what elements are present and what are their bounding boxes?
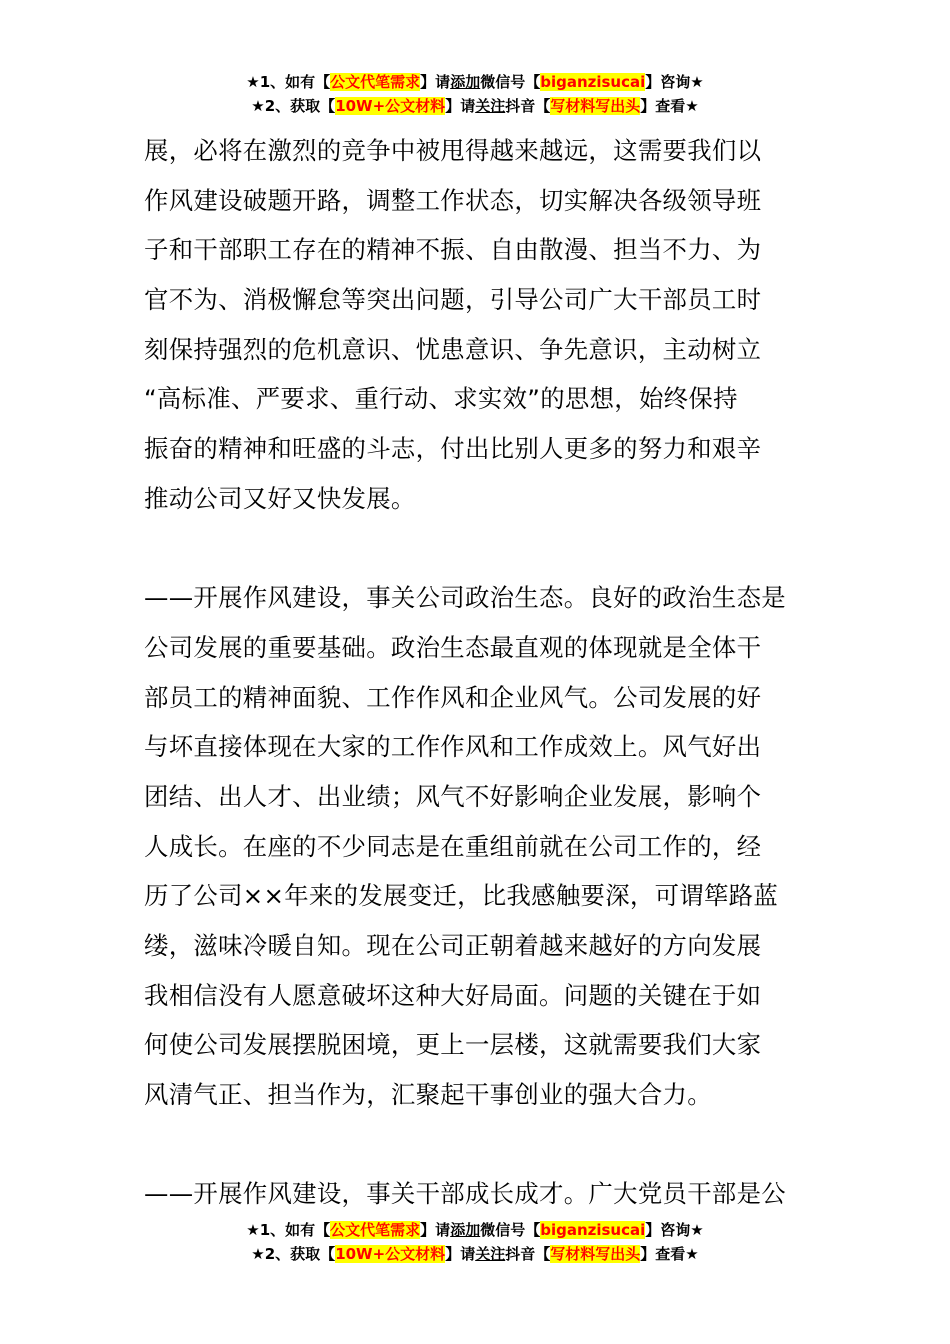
banner-highlight: 写材料写出头	[550, 1245, 641, 1263]
banner-text: 】查看★	[640, 1245, 699, 1263]
text-line: “高标准、严要求、重行动、求实效”的思想，始终保持	[144, 384, 738, 414]
text-line: 缕，滋味冷暖自知。现在公司正朝着越来越好的方向发展	[144, 931, 762, 960]
banner-text: 微信号【	[480, 73, 541, 91]
banner-highlight: biganzisucai	[540, 73, 646, 91]
banner-highlight: 公文代笔需求	[330, 73, 421, 91]
banner-highlight: 10W+公文材料	[335, 97, 446, 115]
banner-text: 】咨询★	[645, 73, 704, 91]
footer-banner-line-1	[0, 1218, 950, 1242]
banner-text: 微信号【	[480, 1221, 541, 1239]
text-line: 公司发展的重要基础。政治生态最直观的体现就是全体干	[144, 632, 762, 662]
banner-text: 】请	[420, 73, 451, 91]
banner-text: ★1、如有【	[246, 73, 331, 91]
banner-text: 】请	[445, 1245, 476, 1263]
paragraph-gap	[144, 524, 810, 574]
banner-text: 抖音【	[505, 97, 551, 115]
banner-text: 】请	[445, 97, 476, 115]
banner-underline: 关注	[475, 97, 506, 115]
text-line: ——开展作风建设，事关公司政治生态。良好的政治生态是	[144, 583, 786, 613]
banner-highlight: 10W+公文材料	[335, 1245, 446, 1263]
text-line: 展，必将在激烈的竞争中被甩得越来越远，这需要我们以	[144, 136, 762, 165]
header-banner-line-1	[0, 70, 950, 94]
text-line: 子和干部职工存在的精神不振、自由散漫、担当不力、为	[144, 235, 762, 265]
banner-highlight: 写材料写出头	[550, 97, 641, 115]
document-body	[144, 126, 810, 1219]
text-line: ——开展作风建设，事关干部成长成才。广大党员干部是公	[144, 1179, 786, 1209]
text-line: 团结、出人才、出业绩；风气不好影响企业发展，影响个	[144, 781, 762, 811]
banner-highlight: biganzisucai	[540, 1221, 646, 1239]
text-line: 振奋的精神和旺盛的斗志，付出比别人更多的努力和艰辛	[144, 434, 762, 464]
paragraph-2	[144, 573, 810, 1120]
banner-underline: 关注	[475, 1245, 506, 1263]
paragraph-3	[144, 1169, 810, 1219]
text-line: 我相信没有人愿意破坏这种大好局面。问题的关键在于如	[144, 980, 762, 1010]
header-banner	[0, 70, 950, 118]
text-line: 何使公司发展摆脱困境，更上一层楼，这就需要我们大家	[144, 1030, 762, 1060]
banner-underline: 添加	[450, 73, 481, 91]
text-line: 部员工的精神面貌、工作作风和企业风气。公司发展的好	[144, 682, 762, 712]
paragraph-1	[144, 126, 810, 524]
banner-text: 抖音【	[505, 1245, 551, 1263]
text-line: 与坏直接体现在大家的工作作风和工作成效上。风气好出	[144, 732, 762, 762]
text-line: 刻保持强烈的危机意识、忧患意识、争先意识，主动树立	[144, 334, 762, 364]
banner-text: 】查看★	[640, 97, 699, 115]
header-banner-line-2	[0, 94, 950, 118]
footer-banner	[0, 1218, 950, 1266]
text-line: 风清气正、担当作为，汇聚起干事创业的强大合力。	[144, 1080, 712, 1110]
text-line: 作风建设破题开路，调整工作状态，切实解决各级领导班	[144, 185, 762, 215]
footer-banner-line-2	[0, 1242, 950, 1266]
banner-text: ★2、获取【	[251, 1245, 336, 1263]
banner-text: 】请	[420, 1221, 451, 1239]
banner-text: 】咨询★	[645, 1221, 704, 1239]
text-line: 历了公司××年来的发展变迁，比我感触要深，可谓筚路蓝	[144, 881, 779, 911]
banner-text: ★2、获取【	[251, 97, 336, 115]
banner-text: ★1、如有【	[246, 1221, 331, 1239]
text-line: 人成长。在座的不少同志是在重组前就在公司工作的，经	[144, 831, 762, 861]
paragraph-gap	[144, 1120, 810, 1170]
text-line: 官不为、消极懈怠等突出问题，引导公司广大干部员工时	[144, 285, 762, 315]
banner-underline: 添加	[450, 1221, 481, 1239]
text-line: 推动公司又好又快发展。	[144, 483, 416, 513]
banner-highlight: 公文代笔需求	[330, 1221, 421, 1239]
